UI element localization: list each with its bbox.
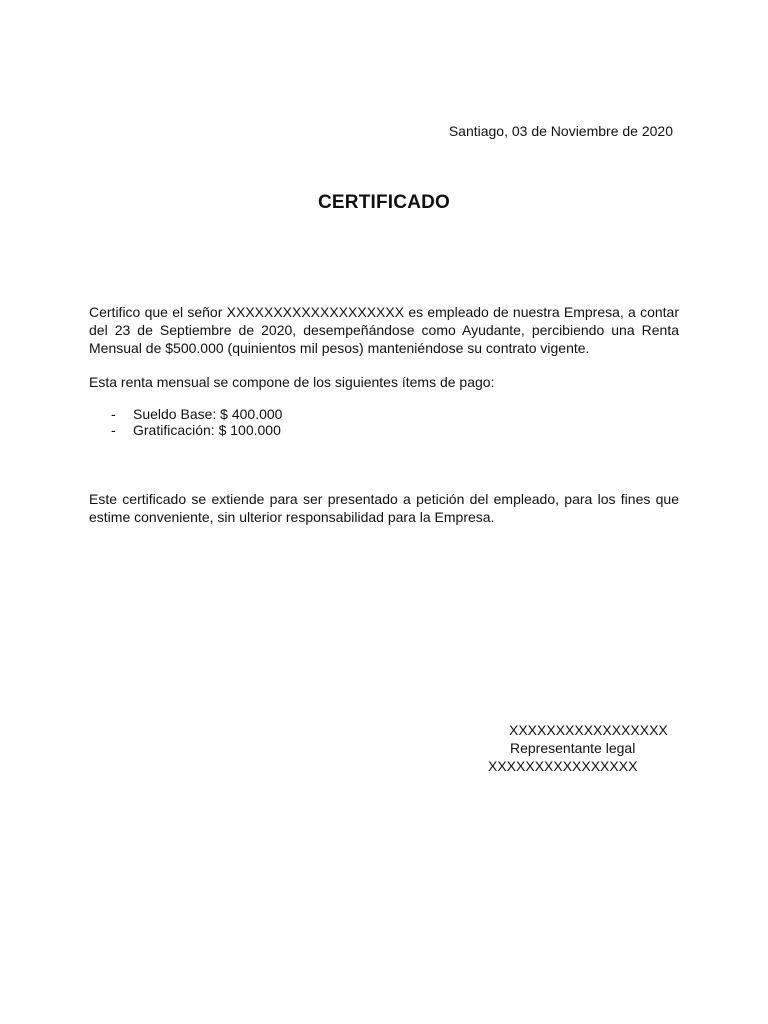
document-title: CERTIFICADO [317, 192, 451, 213]
date-line: Santiago, 03 de Noviembre de 2020 [448, 123, 673, 139]
payment-items-list [111, 406, 282, 438]
closing-paragraph: Este certificado se extiende para ser presentado a petición del empleado, para los fines que estime conveniente, sin ulterior responsabilidad para la Empresa. [89, 491, 679, 525]
item-label: Gratificación: $ 100.000 [133, 422, 281, 438]
list-item [111, 422, 282, 438]
signatory-role: Representante legal [510, 740, 636, 756]
income-intro-paragraph: Esta renta mensual se compone de los siguientes ítems de pago: [89, 374, 495, 390]
signatory-name: XXXXXXXXXXXXXXXXX [509, 722, 668, 738]
list-item [111, 406, 282, 422]
item-label: Sueldo Base: $ 400.000 [133, 406, 283, 422]
list-bullet: - [111, 422, 116, 438]
list-bullet: - [111, 406, 116, 422]
signatory-company: XXXXXXXXXXXXXXXX [488, 758, 638, 774]
certification-paragraph: Certifico que el señor XXXXXXXXXXXXXXXXXXX es empleado de nuestra Empresa, a contar del 23 de Septiembre de 2020, desempeñándose como Ayudante, percibiendo una Renta Mensual de $500.000 (quinientos mil pesos) manteniéndose su contrato vigente. [89, 304, 679, 356]
